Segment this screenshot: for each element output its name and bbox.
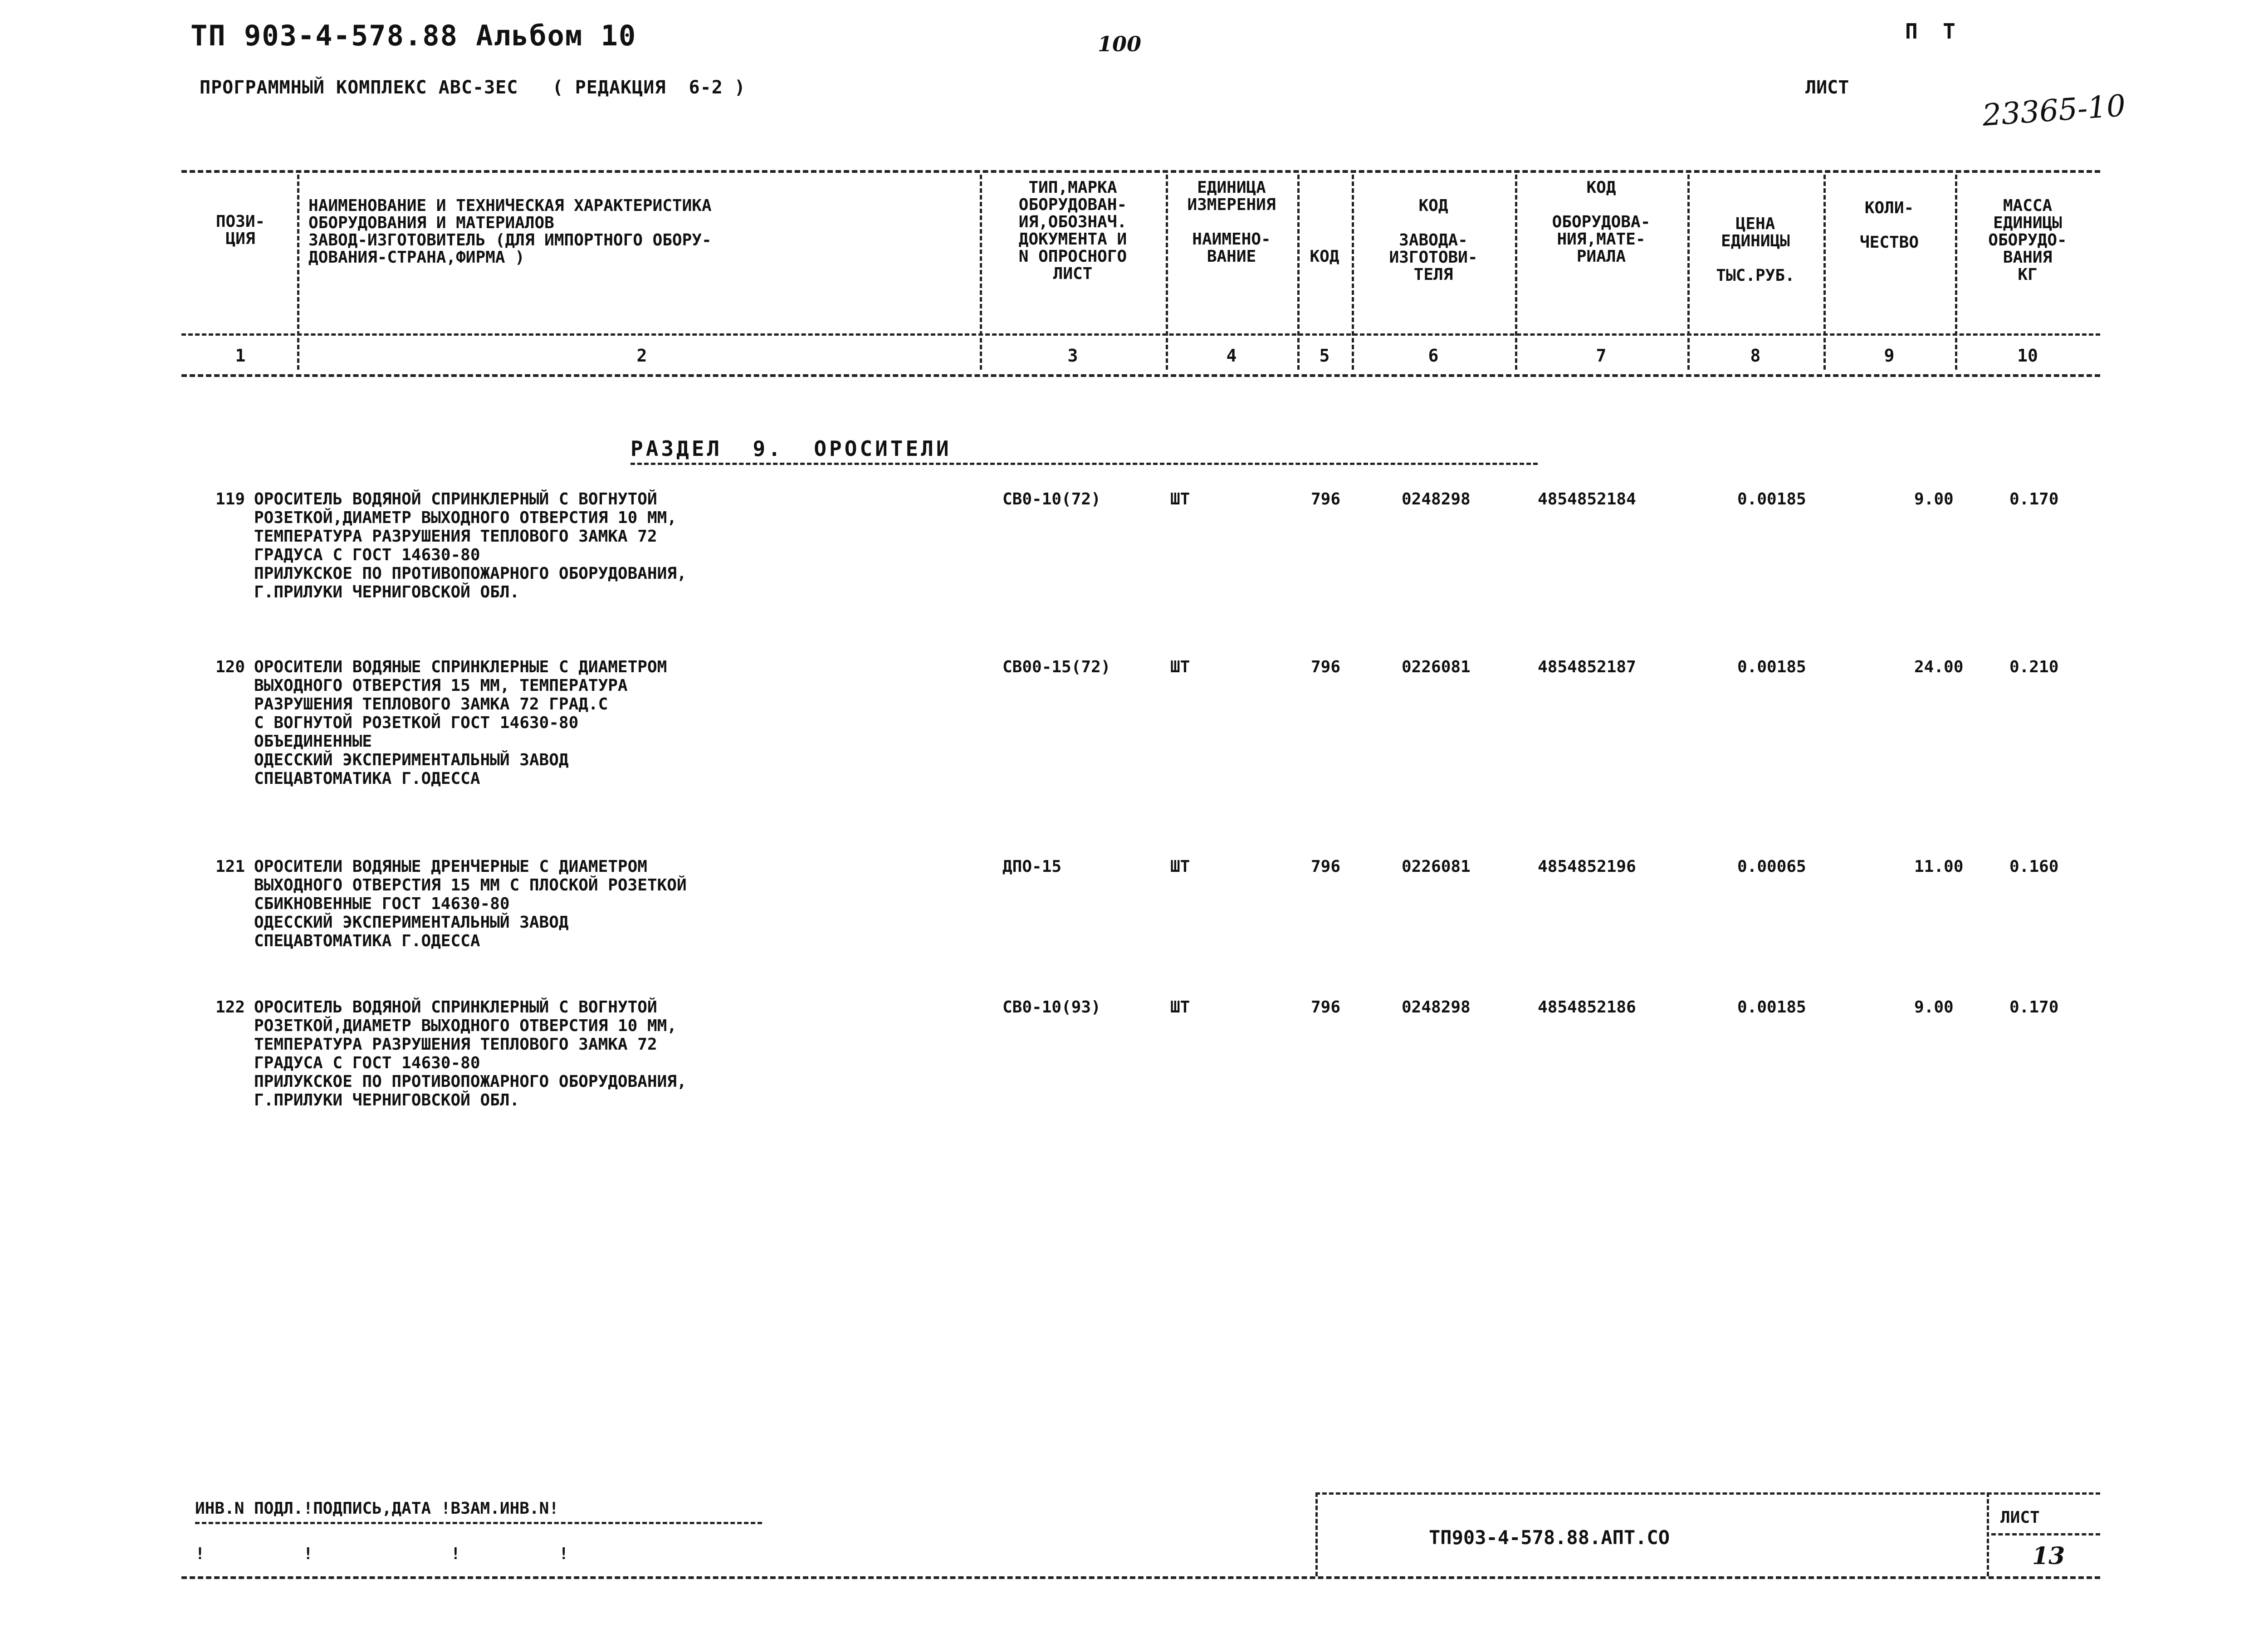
column-header-price: ЦЕНА ЕДИНИЦЫ ТЫС.РУБ. [1716, 215, 1795, 285]
item-quantity: 24.00 [1914, 658, 1964, 676]
column-separator [1687, 175, 1690, 370]
column-number: 7 [1596, 346, 1607, 366]
list-rule [1991, 1533, 2100, 1535]
column-number: 4 [1226, 346, 1237, 366]
item-material-code: 4854852196 [1538, 857, 1636, 876]
item-unit: ШТ [1170, 998, 1190, 1017]
item-position: 120 [215, 658, 245, 676]
list-number: 13 [2032, 1542, 2065, 1570]
corner-marks: П Т [1905, 19, 1955, 44]
handwritten-number: 23365-10 [1981, 88, 2127, 133]
item-material-code: 4854852186 [1538, 998, 1636, 1017]
item-mass: 0.170 [2009, 998, 2059, 1017]
item-unit-code: 796 [1311, 857, 1341, 876]
column-header-plant-code: КОД ЗАВОДА- ИЗГОТОВИ- ТЕЛЯ [1389, 196, 1478, 284]
inventory-fields: ИНВ.N ПОДЛ.!ПОДПИСЬ,ДАТА !ВЗАМ.ИНВ.N! [195, 1499, 559, 1518]
column-number: 5 [1319, 346, 1330, 366]
item-mass: 0.170 [2009, 490, 2059, 508]
item-description: ОРОСИТЕЛИ ВОДЯНЫЕ ДРЕНЧЕРНЫЕ С ДИАМЕТРОМ ВЫХОДНОГО ОТВЕРСТИЯ 15 ММ С ПЛОСКОЙ РОЗЕТКОЙ СБИКНОВЕННЫЕ ГОСТ 14630-80 ОДЕССКИЙ ЭКСПЕРИМЕНТАЛЬНЫЙ ЗАВОД СПЕЦАВТОМАТИКА Г.ОДЕССА [254, 857, 687, 950]
column-header-code: КОД [1310, 247, 1339, 266]
column-header-position: ПОЗИ- ЦИЯ [215, 212, 265, 248]
column-separator [297, 175, 299, 370]
document-code: ТП903-4-578.88.АПТ.СО [1429, 1526, 1670, 1549]
sheet-label: ЛИСТ [1805, 77, 1849, 98]
item-plant-code: 0226081 [1402, 857, 1471, 876]
stamp-separator [1987, 1492, 1989, 1576]
section-title: РАЗДЕЛ 9. ОРОСИТЕЛИ [631, 436, 952, 461]
page-number: 100 [1098, 32, 1142, 56]
column-number: 6 [1428, 346, 1439, 366]
item-price: 0.00065 [1737, 857, 1806, 876]
item-price: 0.00185 [1737, 490, 1806, 508]
column-number: 3 [1067, 346, 1078, 366]
item-type: ДПО-15 [1002, 857, 1062, 876]
column-separator [1515, 175, 1517, 370]
item-price: 0.00185 [1737, 998, 1806, 1017]
program-line: ПРОГРАММНЫЙ КОМПЛЕКС АВС-ЗЕС ( РЕДАКЦИЯ 6-2 ) [200, 77, 746, 98]
inventory-cells: ! ! ! ! [195, 1545, 569, 1563]
item-type: СВ0-10(93) [1002, 998, 1101, 1017]
stamp-separator [1315, 1492, 1318, 1576]
header-divider-rule [181, 333, 2100, 336]
stamp-top-rule [1315, 1492, 2100, 1495]
column-separator [980, 175, 982, 370]
item-unit-code: 796 [1311, 658, 1341, 676]
item-type: СВ00-15(72) [1002, 658, 1111, 676]
item-plant-code: 0226081 [1402, 658, 1471, 676]
column-header-quantity: КОЛИ- ЧЕСТВО [1859, 199, 1919, 252]
column-header-unit: ЕДИНИЦА ИЗМЕРЕНИЯ НАИМЕНО- ВАНИЕ [1187, 178, 1276, 266]
column-number: 10 [2017, 346, 2038, 366]
column-number: 2 [636, 346, 647, 366]
column-separator [1352, 175, 1354, 370]
item-material-code: 4854852187 [1538, 658, 1636, 676]
list-label: ЛИСТ [2000, 1508, 2040, 1527]
item-quantity: 9.00 [1914, 490, 1954, 508]
item-plant-code: 0248298 [1402, 998, 1471, 1017]
item-unit-code: 796 [1311, 998, 1341, 1017]
column-header-name: НАИМЕНОВАНИЕ И ТЕХНИЧЕСКАЯ ХАРАКТЕРИСТИКА ОБОРУДОВАНИЯ И МАТЕРИАЛОВ ЗАВОД-ИЗГОТОВИТЕЛЬ (ДЛЯ ИМПОРТНОГО ОБОРУ- ДОВАНИЯ-СТРАНА,ФИРМА ) [308, 196, 712, 267]
item-position: 121 [215, 857, 245, 876]
column-number: 8 [1750, 346, 1761, 366]
page-bottom-rule [181, 1576, 2100, 1579]
item-unit: ШТ [1170, 658, 1190, 676]
item-position: 122 [215, 998, 245, 1017]
column-separator [1823, 175, 1826, 370]
item-mass: 0.210 [2009, 658, 2059, 676]
item-unit: ШТ [1170, 857, 1190, 876]
item-type: СВ0-10(72) [1002, 490, 1101, 508]
item-description: ОРОСИТЕЛЬ ВОДЯНОЙ СПРИНКЛЕРНЫЙ С ВОГНУТОЙ РОЗЕТКОЙ,ДИАМЕТР ВЫХОДНОГО ОТВЕРСТИЯ 10 ММ, ТЕМПЕРАТУРА РАЗРУШЕНИЯ ТЕПЛОВОГО ЗАМКА 72 ГРАДУСА С ГОСТ 14630-80 ПРИЛУКСКОЕ ПО ПРОТИВОПОЖАРНОГО ОБОРУДОВАНИЯ, Г.ПРИЛУКИ ЧЕРНИГОВСКОЙ ОБЛ. [254, 998, 687, 1110]
inventory-rule [195, 1522, 762, 1524]
item-quantity: 11.00 [1914, 857, 1964, 876]
column-number: 1 [235, 346, 246, 366]
column-header-mass: МАССА ЕДИНИЦЫ ОБОРУДО- ВАНИЯ КГ [1988, 196, 2067, 284]
item-description: ОРОСИТЕЛИ ВОДЯНЫЕ СПРИНКЛЕРНЫЕ С ДИАМЕТРОМ ВЫХОДНОГО ОТВЕРСТИЯ 15 ММ, ТЕМПЕРАТУРА РАЗРУШЕНИЯ ТЕПЛОВОГО ЗАМКА 72 ГРАД.С С ВОГНУТОЙ РОЗЕТКОЙ ГОСТ 14630-80 ОБЪЕДИНЕННЫЕ ОДЕССКИЙ ЭКСПЕРИМЕНТАЛЬНЫЙ ЗАВОД СПЕЦАВТОМАТИКА Г.ОДЕССА [254, 658, 667, 788]
table-header-bottom-rule [181, 374, 2100, 377]
item-unit: ШТ [1170, 490, 1190, 508]
item-unit-code: 796 [1311, 490, 1341, 508]
table-top-rule [181, 170, 2100, 173]
item-mass: 0.160 [2009, 857, 2059, 876]
album-reference: ТП 903-4-578.88 Альбом 10 [191, 19, 637, 52]
column-separator [1166, 175, 1168, 370]
item-plant-code: 0248298 [1402, 490, 1471, 508]
column-separator [1955, 175, 1957, 370]
section-underline [631, 463, 1538, 465]
item-description: ОРОСИТЕЛЬ ВОДЯНОЙ СПРИНКЛЕРНЫЙ С ВОГНУТОЙ РОЗЕТКОЙ,ДИАМЕТР ВЫХОДНОГО ОТВЕРСТИЯ 10 ММ, ТЕМПЕРАТУРА РАЗРУШЕНИЯ ТЕПЛОВОГО ЗАМКА 72 ГРАДУСА С ГОСТ 14630-80 ПРИЛУКСКОЕ ПО ПРОТИВОПОЖАРНОГО ОБОРУДОВАНИЯ, Г.ПРИЛУКИ ЧЕРНИГОВСКОЙ ОБЛ. [254, 490, 687, 601]
item-material-code: 4854852184 [1538, 490, 1636, 508]
item-quantity: 9.00 [1914, 998, 1954, 1017]
column-header-material-code: КОД ОБОРУДОВА- НИЯ,МАТЕ- РИАЛА [1552, 178, 1651, 266]
item-position: 119 [215, 490, 245, 508]
column-header-type: ТИП,МАРКА ОБОРУДОВАН- ИЯ,ОБОЗНАЧ. ДОКУМЕНТА И N ОПРОСНОГО ЛИСТ [1018, 178, 1127, 283]
column-number: 9 [1884, 346, 1895, 366]
item-price: 0.00185 [1737, 658, 1806, 676]
